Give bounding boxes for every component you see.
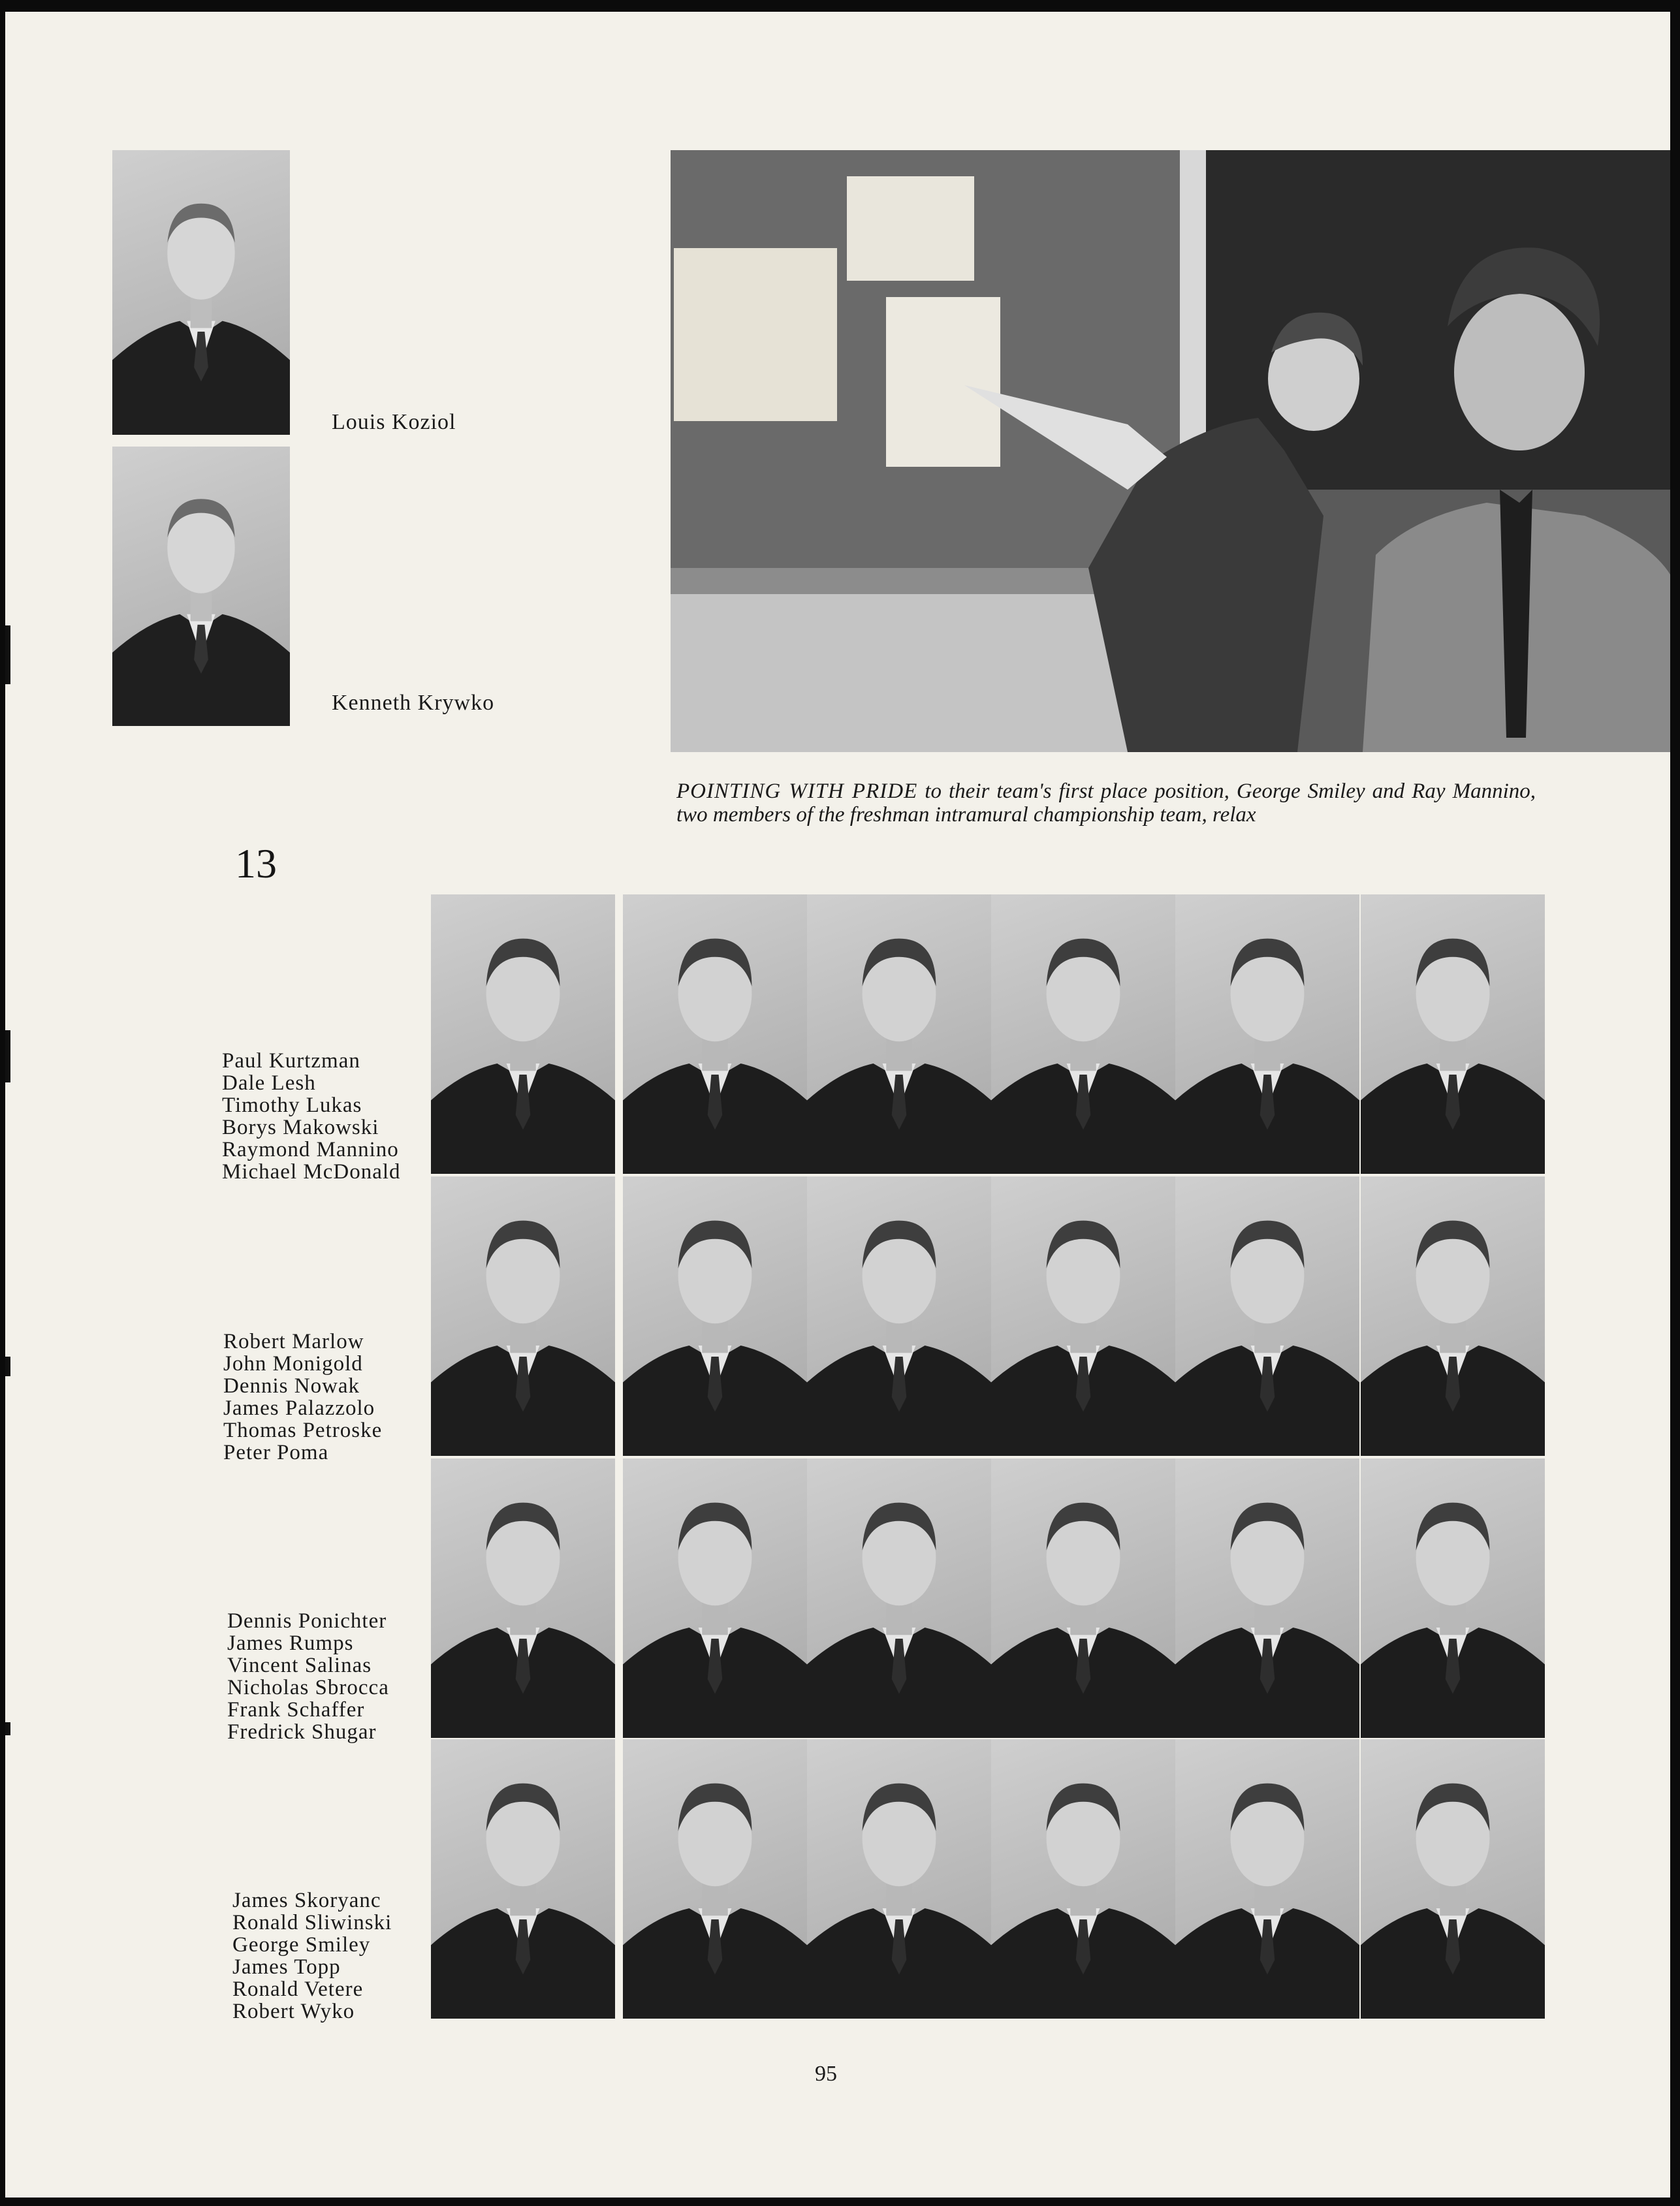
student-name: Robert Wyko (232, 2000, 355, 2023)
portrait-photo (1361, 1176, 1545, 1456)
student-name: Borys Makowski (222, 1116, 379, 1139)
name-list (222, 1050, 401, 1183)
student-name: James Palazzolo (223, 1396, 375, 1420)
portrait-photo (431, 1458, 615, 1738)
portrait-photo (623, 1458, 807, 1738)
student-name: Ronald Sliwinski (232, 1911, 392, 1934)
portrait-photo (431, 1176, 615, 1456)
portrait-photo (1175, 1176, 1359, 1456)
name-list (223, 1331, 382, 1464)
name-list (227, 1610, 389, 1743)
portrait-photo (1175, 1458, 1359, 1738)
student-name: Michael McDonald (222, 1160, 401, 1184)
binding-mark (5, 625, 10, 684)
portrait-photo (991, 1458, 1175, 1738)
page-number: 95 (815, 2062, 837, 2086)
caption-text: to their team's first place position, George Smiley and Ray Mannino, two members of the freshman intramural championship team, relax (676, 780, 1536, 827)
student-name: James Skoryanc (232, 1889, 381, 1912)
portrait-photo (1175, 1739, 1359, 2019)
portrait-photo (991, 894, 1175, 1174)
portrait-photo (807, 1176, 991, 1456)
student-name: Dale Lesh (222, 1071, 316, 1095)
portrait-photo (623, 1739, 807, 2019)
portrait-photo (807, 1739, 991, 2019)
section-number: 13 (235, 840, 277, 887)
student-name: James Rumps (227, 1631, 354, 1655)
portrait-photo (1361, 894, 1545, 1174)
portrait-photo (112, 150, 290, 435)
student-name: Paul Kurtzman (222, 1049, 360, 1073)
portrait-photo (991, 1176, 1175, 1456)
student-name: Timothy Lukas (222, 1094, 362, 1117)
portrait-photo (623, 1176, 807, 1456)
portrait-photo (623, 894, 807, 1174)
portrait-photo (807, 894, 991, 1174)
portrait-name: Louis Koziol (332, 410, 456, 434)
portrait-photo (1361, 1739, 1545, 2019)
student-name: George Smiley (232, 1933, 371, 1957)
binding-mark (5, 1030, 10, 1082)
student-name: James Topp (232, 1955, 341, 1979)
student-name: Robert Marlow (223, 1330, 364, 1353)
portrait-photo (431, 1739, 615, 2019)
name-list (232, 1889, 392, 2023)
caption-lead: POINTING WITH PRIDE (676, 780, 918, 803)
student-name: John Monigold (223, 1352, 363, 1376)
student-name: Ronald Vetere (232, 1978, 364, 2001)
photo-caption (676, 780, 1536, 827)
binding-mark (5, 1722, 10, 1735)
student-name: Fredrick Shugar (227, 1720, 377, 1744)
student-name: Thomas Petroske (223, 1419, 383, 1442)
candid-photo (671, 150, 1670, 752)
student-name: Dennis Nowak (223, 1374, 360, 1398)
yearbook-page (5, 12, 1670, 2198)
student-name: Raymond Mannino (222, 1138, 399, 1161)
student-name: Peter Poma (223, 1441, 329, 1464)
binding-mark (5, 1357, 10, 1376)
portrait-photo (1175, 894, 1359, 1174)
portrait-photo (991, 1739, 1175, 2019)
portrait-name: Kenneth Krywko (332, 691, 495, 715)
student-name: Frank Schaffer (227, 1698, 365, 1722)
student-name: Vincent Salinas (227, 1654, 372, 1677)
portrait-photo (431, 894, 615, 1174)
student-name: Nicholas Sbrocca (227, 1676, 389, 1699)
portrait-photo (112, 447, 290, 726)
portrait-photo (1361, 1458, 1545, 1738)
student-name: Dennis Ponichter (227, 1609, 387, 1633)
portrait-photo (807, 1458, 991, 1738)
